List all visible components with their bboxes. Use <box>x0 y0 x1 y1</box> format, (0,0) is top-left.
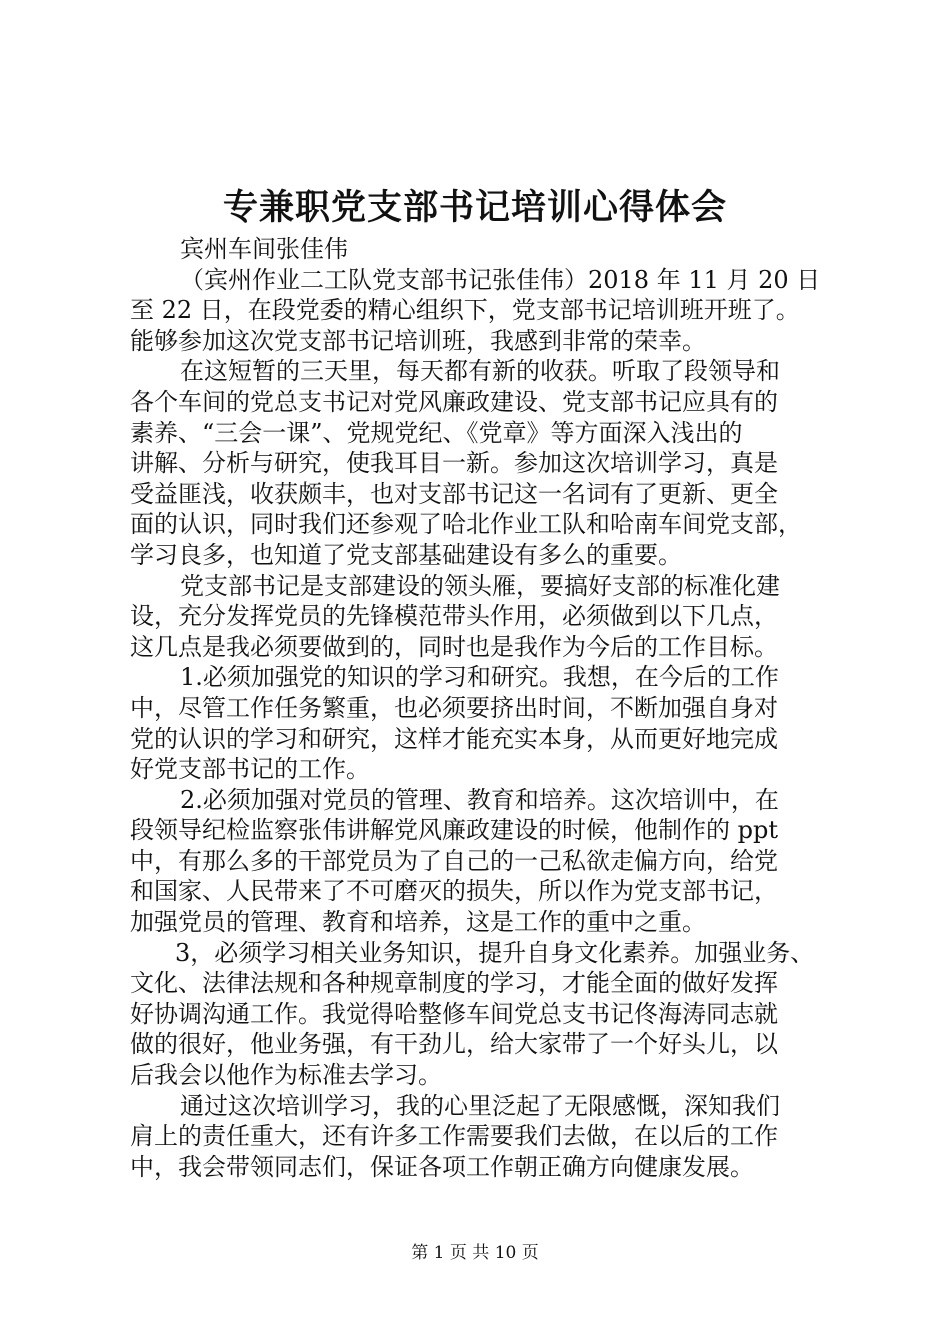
paragraph-line: 文化、法律法规和各种规章制度的学习，才能全面的做好发挥 <box>130 969 778 998</box>
paragraph-line: 这几点是我必须要做到的，同时也是我作为今后的工作目标。 <box>130 632 778 661</box>
paragraph-line: 在这短暂的三天里，每天都有新的收获。听取了段领导和 <box>180 357 780 386</box>
author-line: 宾州车间张佳伟 <box>180 235 348 263</box>
paragraph-line: 好协调沟通工作。我觉得哈整修车间党总支书记佟海涛同志就 <box>130 999 778 1028</box>
paragraph-line: 3，必须学习相关业务知识，提升自身文化素养。加强业务、 <box>175 938 815 967</box>
page-title: 专兼职党支部书记培训心得体会 <box>222 187 727 228</box>
paragraph-line: 肩上的责任重大，还有许多工作需要我们去做，在以后的工作 <box>130 1122 778 1151</box>
paragraph-3 <box>130 571 830 663</box>
paragraph-line: 和国家、人民带来了不可磨灭的损失，所以作为党支部书记， <box>130 877 778 906</box>
paragraph-line: 2.必须加强对党员的管理、教育和培养。这次培训中，在 <box>180 785 779 814</box>
paragraph-line: 受益匪浅，收获颇丰，也对支部书记这一名词有了更新、更全 <box>130 479 778 508</box>
paragraph-line: 讲解、分析与研究，使我耳目一新。参加这次培训学习，真是 <box>130 449 778 478</box>
paragraph-4 <box>130 662 830 784</box>
paragraph-line: 做的很好，他业务强，有干劲儿，给大家带了一个好头儿，以 <box>130 1030 778 1059</box>
paragraph-line: 面的认识，同时我们还参观了哈北作业工队和哈南车间党支部， <box>130 510 802 539</box>
page-footer: 第 1 页 共 10 页 <box>411 1243 539 1263</box>
paragraph-line: 加强党员的管理、教育和培养，这是工作的重中之重。 <box>130 908 706 937</box>
paragraph-line: 中，尽管工作任务繁重，也必须要挤出时间，不断加强自身对 <box>130 693 778 722</box>
paragraph-line: 素养、“三会一课”、党规党纪、《党章》等方面深入浅出的 <box>130 418 743 447</box>
paragraph-line: 党支部书记是支部建设的领头雁，要搞好支部的标准化建 <box>180 571 780 600</box>
paragraph-line: 中，有那么多的干部党员为了自己的一己私欲走偏方向，给党 <box>130 846 778 875</box>
paragraph-2 <box>130 356 830 570</box>
paragraph-line: 段领导纪检监察张伟讲解党风廉政建设的时候，他制作的 ppt <box>130 816 778 845</box>
paragraph-1 <box>130 265 830 357</box>
paragraph-line: 党的认识的学习和研究，这样才能充实本身，从而更好地完成 <box>130 724 778 753</box>
paragraph-line: 至 22 日，在段党委的精心组织下，党支部书记培训班开班了。 <box>130 296 800 325</box>
document-body <box>130 234 830 1182</box>
paragraph-line: 好党支部书记的工作。 <box>130 755 370 784</box>
paragraph-6 <box>130 938 830 1091</box>
paragraph-line: 后我会以他作为标准去学习。 <box>130 1061 442 1090</box>
paragraph-7 <box>130 1091 830 1183</box>
paragraph-line: 能够参加这次党支部书记培训班，我感到非常的荣幸。 <box>130 326 706 355</box>
paragraph-line: 各个车间的党总支书记对党风廉政建设、党支部书记应具有的 <box>130 387 778 416</box>
paragraph-line: （宾州作业二工队党支部书记张佳伟）2018 年 11 月 20 日 <box>180 265 821 294</box>
paragraph-line: 设，充分发挥党员的先锋模范带头作用，必须做到以下几点， <box>130 602 778 631</box>
paragraph-line: 学习良多，也知道了党支部基础建设有多么的重要。 <box>130 540 682 569</box>
paragraph-line: 通过这次培训学习，我的心里泛起了无限感慨，深知我们 <box>180 1091 780 1120</box>
paragraph-5 <box>130 785 830 938</box>
paragraph-line: 1.必须加强党的知识的学习和研究。我想，在今后的工作 <box>180 663 779 692</box>
paragraph-line: 中，我会带领同志们，保证各项工作朝正确方向健康发展。 <box>130 1152 754 1181</box>
